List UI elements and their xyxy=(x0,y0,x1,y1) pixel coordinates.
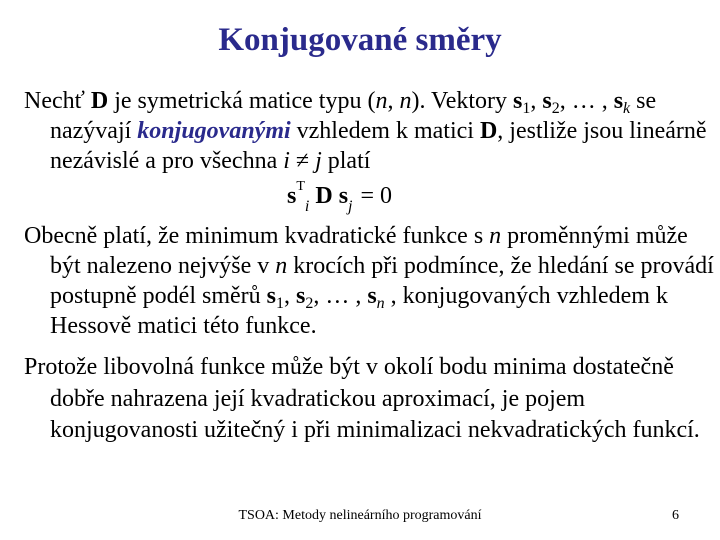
text: Obecně platí, že minimum kvadratické funkce s xyxy=(24,223,490,249)
subscript: 1 xyxy=(275,295,284,312)
text: vzhledem k matici xyxy=(290,118,480,144)
slide-title: Konjugované směry xyxy=(218,22,502,58)
vector-s: s xyxy=(513,88,523,114)
var-i: i xyxy=(283,148,290,174)
subscript: 2 xyxy=(305,295,314,312)
text: je symetrická matice typu ( xyxy=(108,88,376,114)
subscript: 1 xyxy=(522,100,531,117)
footer-text: TSOA: Metody nelineárního programování xyxy=(238,508,482,523)
var-n: n xyxy=(489,223,502,249)
var-n: n xyxy=(375,88,388,114)
var-n: n xyxy=(399,88,412,114)
formula-d: D xyxy=(315,183,333,209)
text: ). Vektory xyxy=(411,88,514,114)
subscript: k xyxy=(623,100,631,117)
matrix-d: D xyxy=(479,118,498,144)
vector-s: s xyxy=(613,88,624,114)
theorem-paragraph xyxy=(24,221,720,341)
text: krocích při podmínce, že hledání se provádí postupně podél směrů xyxy=(50,253,714,309)
text: se nazývají xyxy=(50,88,657,144)
page-number: 6 xyxy=(672,508,679,523)
vector-s: s xyxy=(266,283,276,309)
formula-sub-j: j xyxy=(348,198,353,215)
nonquadratic-paragraph: Protože libovolná funkce může být v okolí bodu minima dostatečně dobře nahrazena její kvadratickou aproximací, je pojem konjugovanosti užitečný i při minimalizaci nekvadratických funkcí. xyxy=(24,354,700,443)
matrix-d: D xyxy=(90,88,109,114)
text: , jestliže jsou lineárně nezávislé a pro všechna xyxy=(50,118,707,174)
formula-rhs: = 0 xyxy=(360,183,393,209)
text: platí xyxy=(321,148,371,174)
text: Nechť xyxy=(24,88,91,114)
text: , … , xyxy=(559,88,614,114)
text: proměnnými může být nalezeno nejvýše v xyxy=(50,223,688,279)
subscript: 2 xyxy=(551,100,560,117)
text: , konjugovaných vzhledem k Hessově matici této funkce. xyxy=(50,283,668,339)
formula-sub-i: i xyxy=(304,198,310,215)
text: , xyxy=(530,88,543,114)
text: , … , xyxy=(313,283,368,309)
conjugacy-formula xyxy=(287,179,393,215)
subscript: n xyxy=(376,295,385,312)
vector-s: s xyxy=(367,283,377,309)
neq-symbol: ≠ xyxy=(289,148,316,174)
formula-s: s xyxy=(338,183,349,209)
vector-s: s xyxy=(295,283,306,309)
var-n: n xyxy=(275,253,288,279)
text: , xyxy=(387,88,400,114)
formula-s: s xyxy=(287,183,297,209)
formula-transpose: T xyxy=(296,179,305,194)
var-j: j xyxy=(315,148,322,174)
keyword-konjugovanymi: konjugovanými xyxy=(137,118,291,144)
definition-paragraph xyxy=(24,86,720,176)
vector-s: s xyxy=(542,88,552,114)
text: , xyxy=(283,283,296,309)
